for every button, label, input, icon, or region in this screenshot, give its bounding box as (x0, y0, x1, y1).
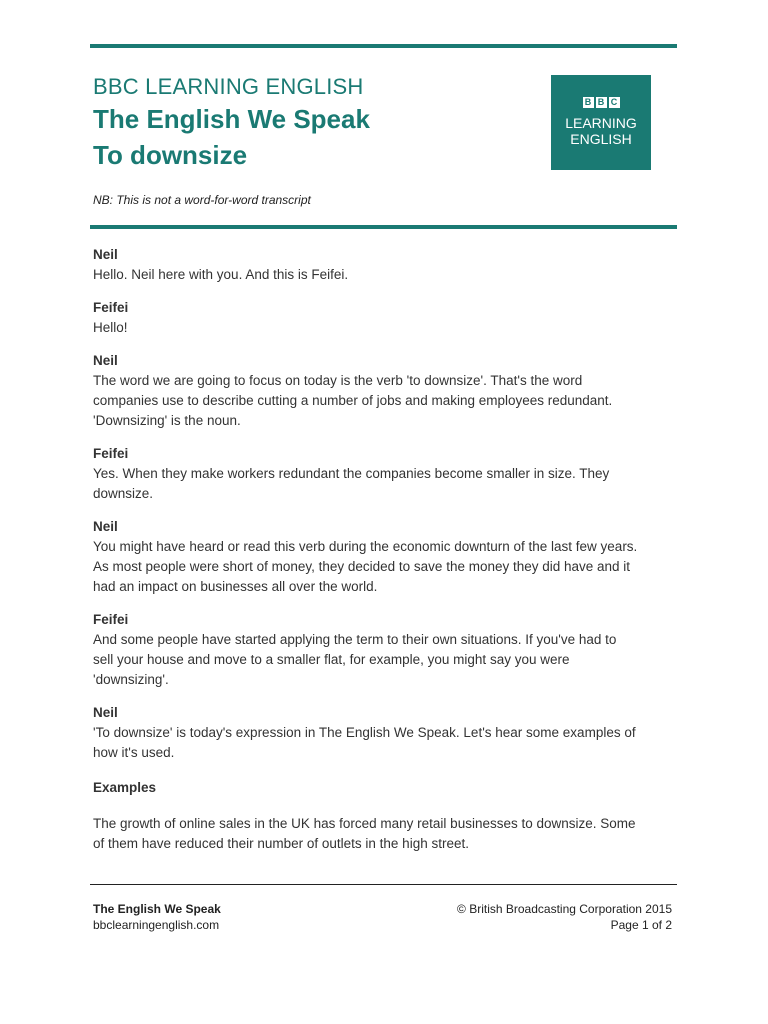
episode-title: To downsize (93, 140, 248, 170)
footer-site: bbclearningenglish.com (93, 918, 220, 932)
dialogue-line: how it's used. (93, 745, 175, 760)
dialogue-turn (93, 703, 693, 763)
logo-text-learning: LEARNING (565, 115, 637, 131)
series-title: The English We Speak (93, 104, 370, 134)
dialogue-line: Hello! (93, 320, 128, 335)
speaker-name: Neil (93, 353, 118, 368)
dialogue-line: Yes. When they make workers redundant the companies become smaller in size. They (93, 466, 610, 481)
example-line: of them have reduced their number of outlets in the high street. (93, 836, 469, 851)
top-rule (90, 44, 677, 48)
dialogue-turn (93, 444, 693, 504)
dialogue-line: 'Downsizing' is the noun. (93, 413, 241, 428)
dialogue-turn (93, 517, 693, 597)
dialogue-line: You might have heard or read this verb during the economic downturn of the last few years. (93, 539, 638, 554)
speaker-name: Neil (93, 705, 118, 720)
dialogue-turn (93, 298, 693, 338)
dialogue-line: As most people were short of money, they decided to save the money they did have and it (93, 559, 631, 574)
dialogue-line: And some people have started applying the term to their own situations. If you've had to (93, 632, 617, 647)
dialogue-turn (93, 245, 693, 285)
speaker-name: Neil (93, 247, 118, 262)
dialogue-line: sell your house and move to a smaller flat, for example, you might say you were (93, 652, 570, 667)
footer-copyright: © British Broadcasting Corporation 2015 (457, 902, 672, 916)
speaker-name: Feifei (93, 446, 129, 461)
dialogue-line: had an impact on businesses all over the world. (93, 579, 378, 594)
speaker-name: Feifei (93, 612, 129, 627)
logo-text-english: ENGLISH (570, 131, 632, 147)
dialogue-line: downsize. (93, 486, 154, 501)
footer-page-number: Page 1 of 2 (610, 918, 672, 932)
logo-block-b2: B (596, 97, 607, 108)
examples-heading: Examples (93, 780, 157, 795)
speaker-name: Neil (93, 519, 118, 534)
brand-heading: BBC LEARNING ENGLISH (93, 74, 364, 99)
dialogue-turn (93, 610, 693, 690)
example-line: The growth of online sales in the UK has forced many retail businesses to downsize. Some (93, 816, 636, 831)
dialogue-line: The word we are going to focus on today is the verb 'to downsize'. That's the word (93, 373, 583, 388)
header-rule (90, 225, 677, 229)
transcript-note: NB: This is not a word-for-word transcript (93, 193, 311, 207)
logo-block-b1: B (583, 97, 594, 108)
dialogue-line: Hello. Neil here with you. And this is Feifei. (93, 267, 349, 282)
bbc-blocks (551, 97, 651, 108)
speaker-name: Feifei (93, 300, 129, 315)
dialogue-turn (93, 351, 693, 431)
footer-series: The English We Speak (93, 902, 221, 916)
logo-block-c: C (609, 97, 620, 108)
bbc-learning-english-logo (551, 75, 651, 170)
dialogue-line: companies use to describe cutting a number of jobs and making employees redundant. (93, 393, 613, 408)
dialogue-line: 'downsizing'. (93, 672, 169, 687)
example-paragraph (93, 814, 693, 854)
footer-rule (90, 884, 677, 885)
dialogue-line: 'To downsize' is today's expression in The English We Speak. Let's hear some examples of (93, 725, 636, 740)
transcript-body (93, 245, 693, 776)
